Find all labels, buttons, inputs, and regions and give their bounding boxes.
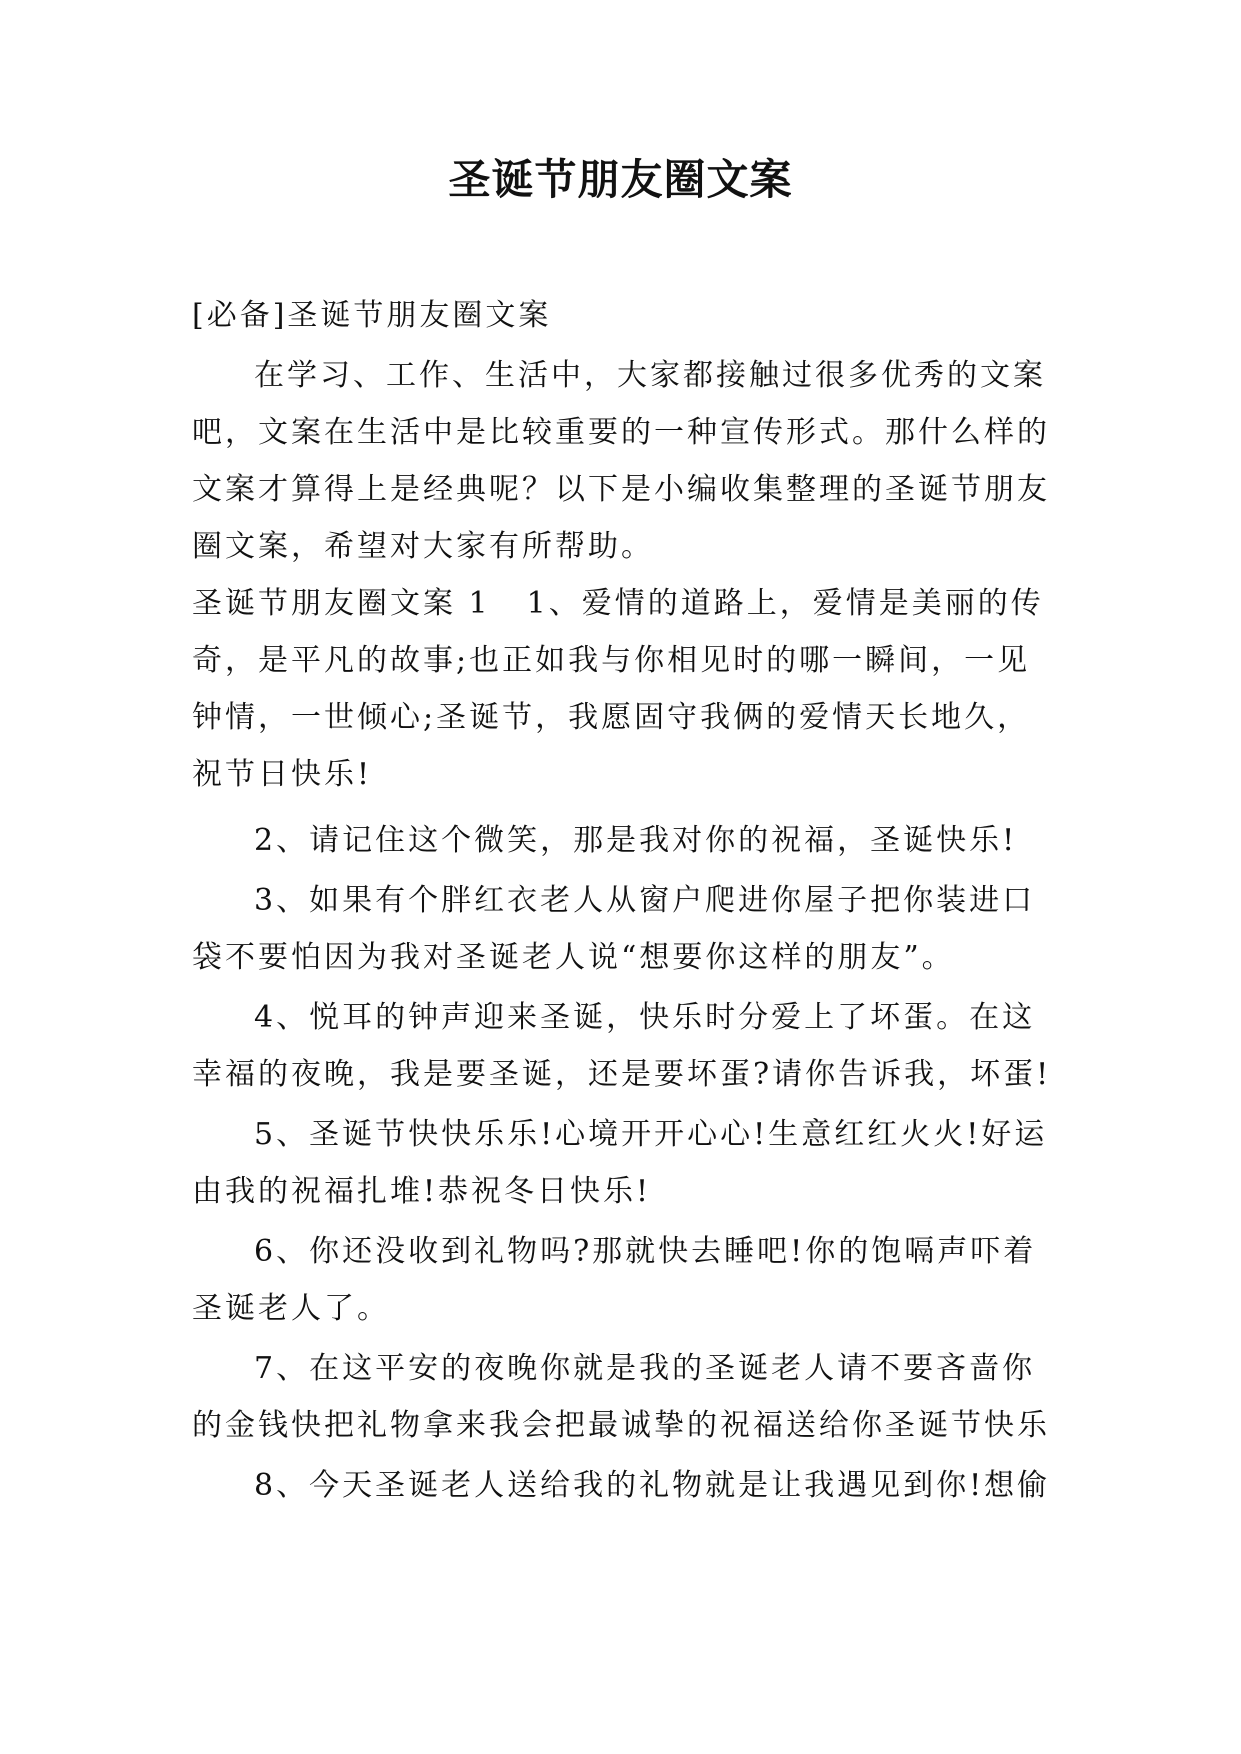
item-7: 7、在这平安的夜晚你就是我的圣诞老人请不要吝啬你的金钱快把礼物拿来我会把最诚挚的祝福送给你圣诞节快乐 (192, 1351, 1050, 1443)
section-heading: 圣诞节朋友圈文案 1 (192, 586, 491, 621)
intro-paragraph: 在学习、工作、生活中，大家都接触过很多优秀的文案吧，文案在生活中是比较重要的一种宣传形式。那什么样的文案才算得上是经典呢？以下是小编收集整理的圣诞节朋友圈文案，希望对大家有所帮助。 (192, 358, 1050, 564)
document-subtitle: [必备]圣诞节朋友圈文案 (192, 298, 552, 333)
section-first-paragraph (192, 575, 1062, 803)
item-8: 8、今天圣诞老人送给我的礼物就是让我遇见到你!想偷 (254, 1468, 1051, 1503)
document-title: 圣诞节朋友圈文案 (448, 155, 793, 204)
item-4: 4、悦耳的钟声迎来圣诞，快乐时分爱上了坏蛋。在这幸福的夜晚，我是要圣诞，还是要坏蛋?请你告诉我，坏蛋! (192, 1000, 1052, 1092)
item-3: 3、如果有个胖红衣老人从窗户爬进你屋子把你装进口袋不要怕因为我对圣诞老人说“想要你这样的朋友”。 (192, 883, 1036, 975)
item-6: 6、你还没收到礼物吗?那就快去睡吧!你的饱嗝声吓着圣诞老人了。 (192, 1234, 1037, 1326)
item-1: 1、爱情的道路上，爱情是美丽的传奇，是平凡的故事;也正如我与你相见时的哪一瞬间，一见钟情，一世倾心;圣诞节，我愿固守我俩的爱情天长地久，祝节日快乐! (192, 586, 1044, 792)
item-5: 5、圣诞节快快乐乐!心境开开心心!生意红红火火!好运由我的祝福扎堆!恭祝冬日快乐! (192, 1117, 1048, 1209)
document-body (192, 287, 1062, 1514)
item-2: 2、请记住这个微笑，那是我对你的祝福，圣诞快乐! (254, 823, 1018, 858)
